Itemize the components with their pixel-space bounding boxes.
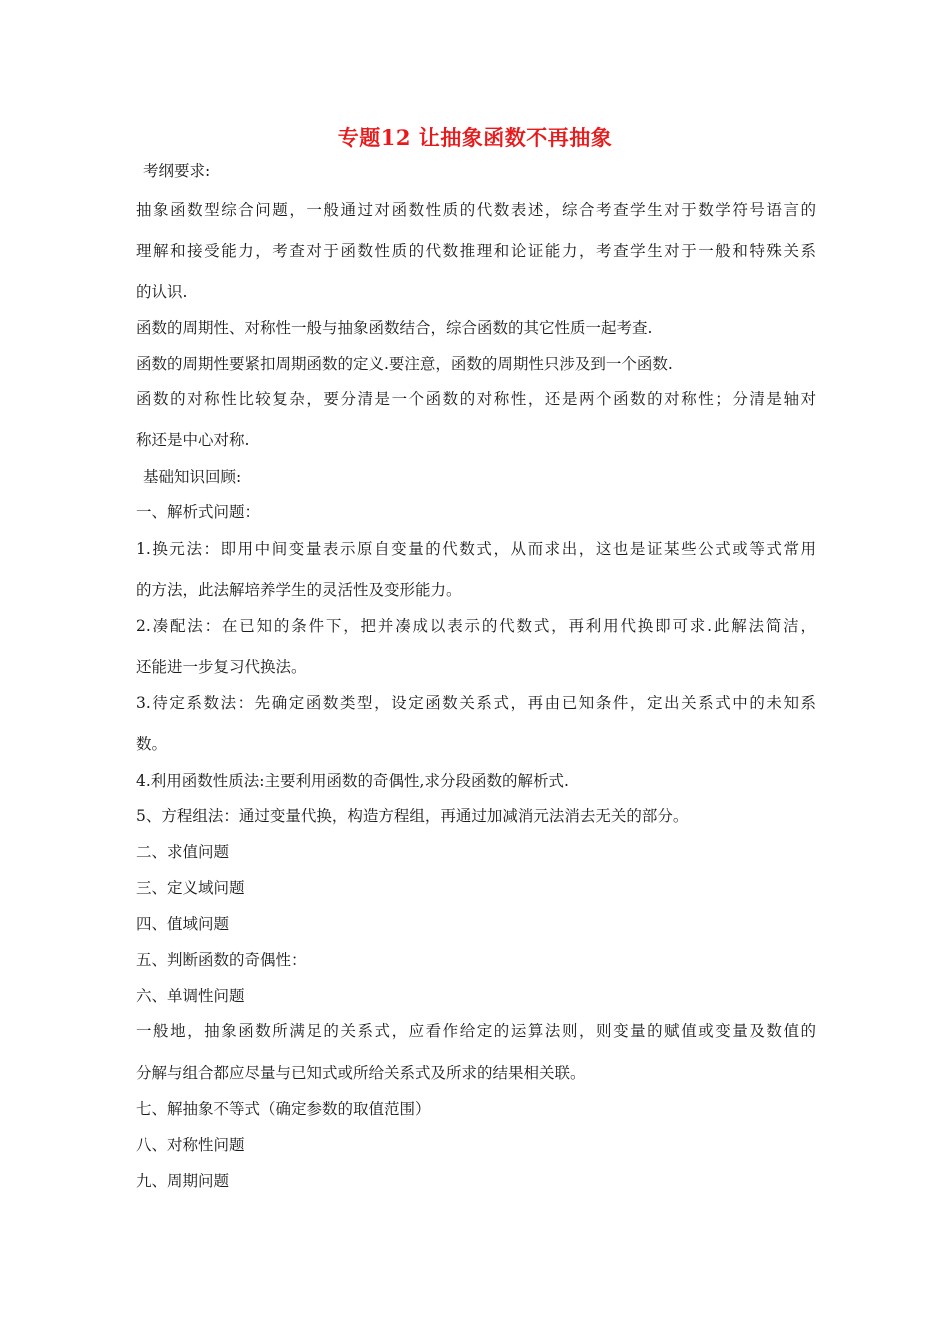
- paragraph-line: 函数的周期性、对称性一般与抽象函数结合，综合函数的其它性质一起考查.: [136, 319, 653, 337]
- paragraph-line: 称还是中心对称.: [136, 431, 250, 449]
- list-heading: 二、求值问题: [136, 843, 230, 861]
- paragraph-line: 一般地，抽象函数所满足的关系式，应看作给定的运算法则，则变量的赋值或变量及数值的: [136, 1022, 816, 1040]
- paragraph-line: 的认识.: [136, 283, 188, 301]
- list-item-continued: 还能进一步复习代换法。: [136, 658, 307, 676]
- list-heading: 九、周期问题: [136, 1172, 230, 1190]
- list-item: 2.凑配法：在已知的条件下，把并凑成以表示的代数式，再利用代换即可求.此解法简洁，: [136, 617, 816, 635]
- paragraph-line: 函数的周期性要紧扣周期函数的定义.要注意，函数的周期性只涉及到一个函数.: [136, 355, 673, 373]
- list-item: 3.待定系数法：先确定函数类型，设定函数关系式，再由已知条件，定出关系式中的未知系: [136, 694, 816, 712]
- paragraph-line: 函数的对称性比较复杂，要分清是一个函数的对称性，还是两个函数的对称性；分清是轴对: [136, 390, 816, 408]
- paragraph-line: 理解和接受能力，考查对于函数性质的代数推理和论证能力，考查学生对于一般和特殊关系: [136, 242, 816, 260]
- list-heading: 五、判断函数的奇偶性：: [136, 951, 307, 969]
- list-item: 5、方程组法：通过变量代换，构造方程组，再通过加减消元法消去无关的部分。: [136, 807, 689, 825]
- section-heading: 基础知识回顾:: [143, 468, 242, 486]
- list-item-continued: 数。: [136, 735, 168, 753]
- list-item: 4.利用函数性质法:主要利用函数的奇偶性,求分段函数的解析式.: [136, 772, 569, 790]
- list-item: 1.换元法：即用中间变量表示原自变量的代数式，从而求出，这也是证某些公式或等式常用: [136, 540, 816, 558]
- list-heading: 一、解析式问题：: [136, 503, 261, 521]
- list-heading: 七、解抽象不等式（确定参数的取值范围）: [136, 1100, 431, 1118]
- list-heading: 四、值域问题: [136, 915, 230, 933]
- paragraph-line: 分解与组合都应尽量与已知式或所给关系式及所求的结果相关联。: [136, 1064, 586, 1082]
- section-heading: 考纲要求:: [143, 162, 211, 180]
- page-title: 专题12 让抽象函数不再抽象: [337, 125, 613, 150]
- list-item-continued: 的方法，此法解培养学生的灵活性及变形能力。: [136, 581, 462, 599]
- paragraph-line: 抽象函数型综合问题，一般通过对函数性质的代数表述，综合考查学生对于数学符号语言的: [136, 201, 816, 219]
- list-heading: 三、定义域问题: [136, 879, 245, 897]
- list-heading: 八、对称性问题: [136, 1136, 245, 1154]
- list-heading: 六、单调性问题: [136, 987, 245, 1005]
